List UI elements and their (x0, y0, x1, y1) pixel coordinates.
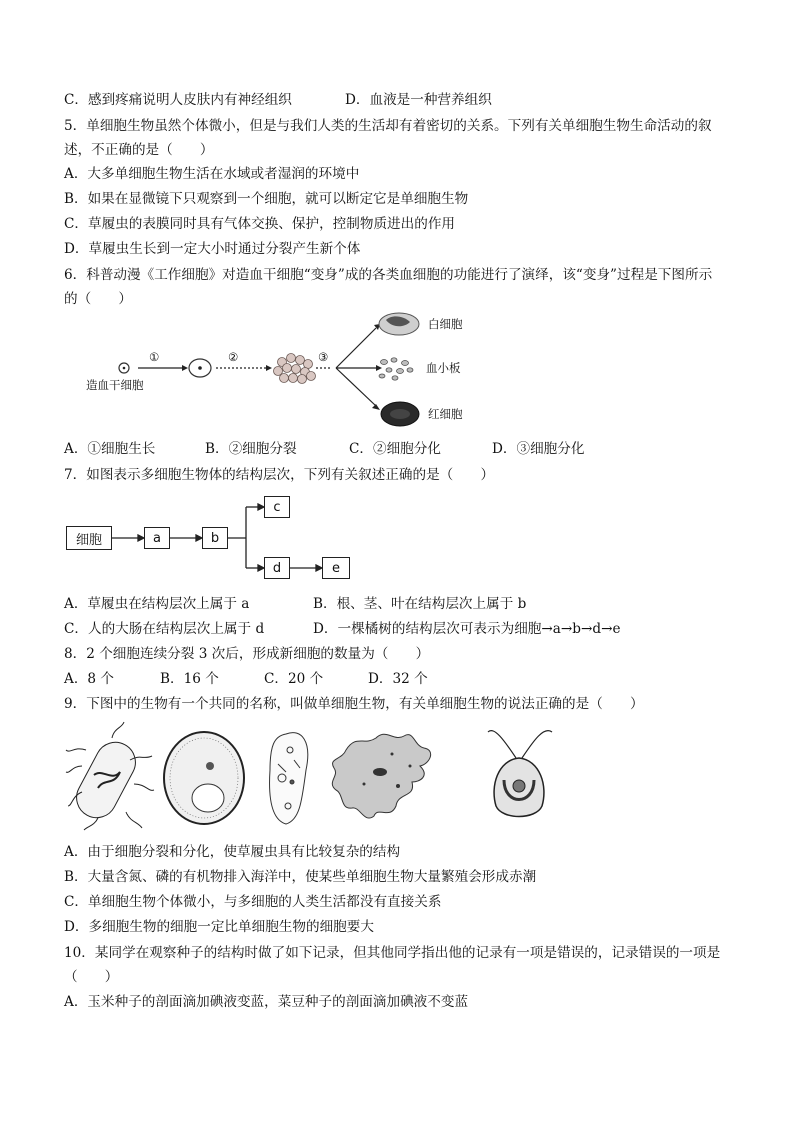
level-b-box: b (202, 527, 228, 549)
yeast-cell-icon (164, 732, 244, 824)
single-cell-organisms-figure (64, 720, 584, 832)
q9-stem: 9．下图中的生物有一个共同的名称，叫做单细胞生物，有关单细胞生物的说法正确的是（ ） (64, 696, 644, 712)
level-d-box: d (264, 557, 290, 579)
q10-option-a: A．玉米种子的剖面滴加碘液变蓝，菜豆种子的剖面滴加碘液不变蓝 (64, 994, 469, 1010)
q7-stem: 7．如图表示多细胞生物体的结构层次，下列有关叙述正确的是（ ） (64, 467, 495, 483)
stem-cell-icon (119, 363, 129, 373)
arrow-2-icon (216, 365, 272, 371)
q9-option-d: D．多细胞生物的细胞一定比单细胞生物的细胞要大 (64, 919, 374, 935)
white-blood-cell-label: 白细胞 (428, 317, 463, 331)
level-e-box: e (322, 557, 350, 579)
q6-stem-line1: 6．科普动漫《工作细胞》对造血干细胞“变身”成的各类血细胞的功能进行了演绎，该“变身”过程是下图所示 (64, 267, 713, 283)
level-c-box: c (264, 496, 290, 518)
arrow-3-icon (316, 324, 382, 410)
q6-option-b: B．②细胞分裂 (205, 441, 297, 457)
q9-option-b: B．大量含氮、磷的有机物排入海洋中，使某些单细胞生物大量繁殖会形成赤潮 (64, 869, 537, 885)
q7-option-b: B．根、茎、叶在结构层次上属于 b (313, 596, 527, 612)
q7-option-a: A．草履虫在结构层次上属于 a (64, 596, 250, 612)
red-blood-cell-icon (381, 402, 419, 426)
platelet-label: 血小板 (426, 361, 461, 375)
q5-option-c: C．草履虫的表膜同时具有气体交换、保护，控制物质进出的作用 (64, 216, 456, 232)
level-a-box: a (144, 527, 170, 549)
chlamydomonas-icon (488, 731, 552, 817)
grown-cell-icon (189, 359, 211, 377)
q5-option-b: B．如果在显微镜下只观察到一个细胞，就可以断定它是单细胞生物 (64, 191, 469, 207)
organisms-illustration (64, 720, 584, 832)
q8-option-c: C．20 个 (264, 671, 324, 687)
q8-stem: 8．2 个细胞连续分裂 3 次后，形成新细胞的数量为（ ） (64, 646, 430, 662)
cell-box: 细胞 (66, 526, 112, 550)
bacterium-icon (66, 722, 154, 830)
platelet-icon (379, 358, 413, 380)
paramecium-icon (270, 733, 308, 824)
arrow-1-icon (138, 365, 188, 371)
q10-stem-line2: （ ） (64, 969, 119, 985)
blood-cell-differentiation-figure (64, 310, 484, 432)
q7-option-d: D．一棵橘树的结构层次可表示为细胞→a→b→d→e (313, 621, 621, 637)
red-blood-cell-label: 红细胞 (428, 407, 463, 421)
q6-stem-line2: 的（ ） (64, 291, 132, 307)
q4-option-c: C．感到疼痛说明人皮肤内有神经组织 (64, 92, 292, 108)
q5-option-d: D．草履虫生长到一定大小时通过分裂产生新个体 (64, 241, 361, 257)
q5-option-a: A．大多单细胞生物生活在水域或者湿润的环境中 (64, 166, 360, 182)
q9-option-a: A．由于细胞分裂和分化，使草履虫具有比较复杂的结构 (64, 844, 401, 860)
blood-cell-diagram (64, 310, 484, 432)
stem-cell-label: 造血干细胞 (86, 378, 144, 392)
q9-option-c: C．单细胞生物个体微小，与多细胞的人类生活都没有直接关系 (64, 894, 442, 910)
white-blood-cell-icon (379, 313, 419, 335)
q8-option-d: D．32 个 (368, 671, 428, 687)
q6-option-a: A．①细胞生长 (64, 441, 156, 457)
step-3-label: ③ (318, 350, 329, 364)
q8-option-b: B．16 个 (160, 671, 219, 687)
cell-cluster-icon (274, 354, 316, 384)
structure-levels-figure (64, 490, 364, 586)
amoeba-icon (332, 734, 430, 818)
q7-option-c: C．人的大肠在结构层次上属于 d (64, 621, 265, 637)
q8-option-a: A．8 个 (64, 671, 114, 687)
q6-option-d: D．③细胞分化 (492, 441, 585, 457)
q10-stem-line1: 10．某同学在观察种子的结构时做了如下记录，但其他同学指出他的记录有一项是错误的，记录错误的一项是 (64, 945, 721, 961)
step-1-label: ① (149, 350, 160, 364)
q6-option-c: C．②细胞分化 (349, 441, 441, 457)
step-2-label: ② (228, 350, 239, 364)
q5-stem-line2: 述，不正确的是（ ） (64, 142, 214, 158)
q4-option-d: D．血液是一种营养组织 (345, 92, 492, 108)
q5-stem-line1: 5．单细胞生物虽然个体微小，但是与我们人类的生活却有着密切的关系。下列有关单细胞生物生命活动的叙 (64, 118, 712, 134)
